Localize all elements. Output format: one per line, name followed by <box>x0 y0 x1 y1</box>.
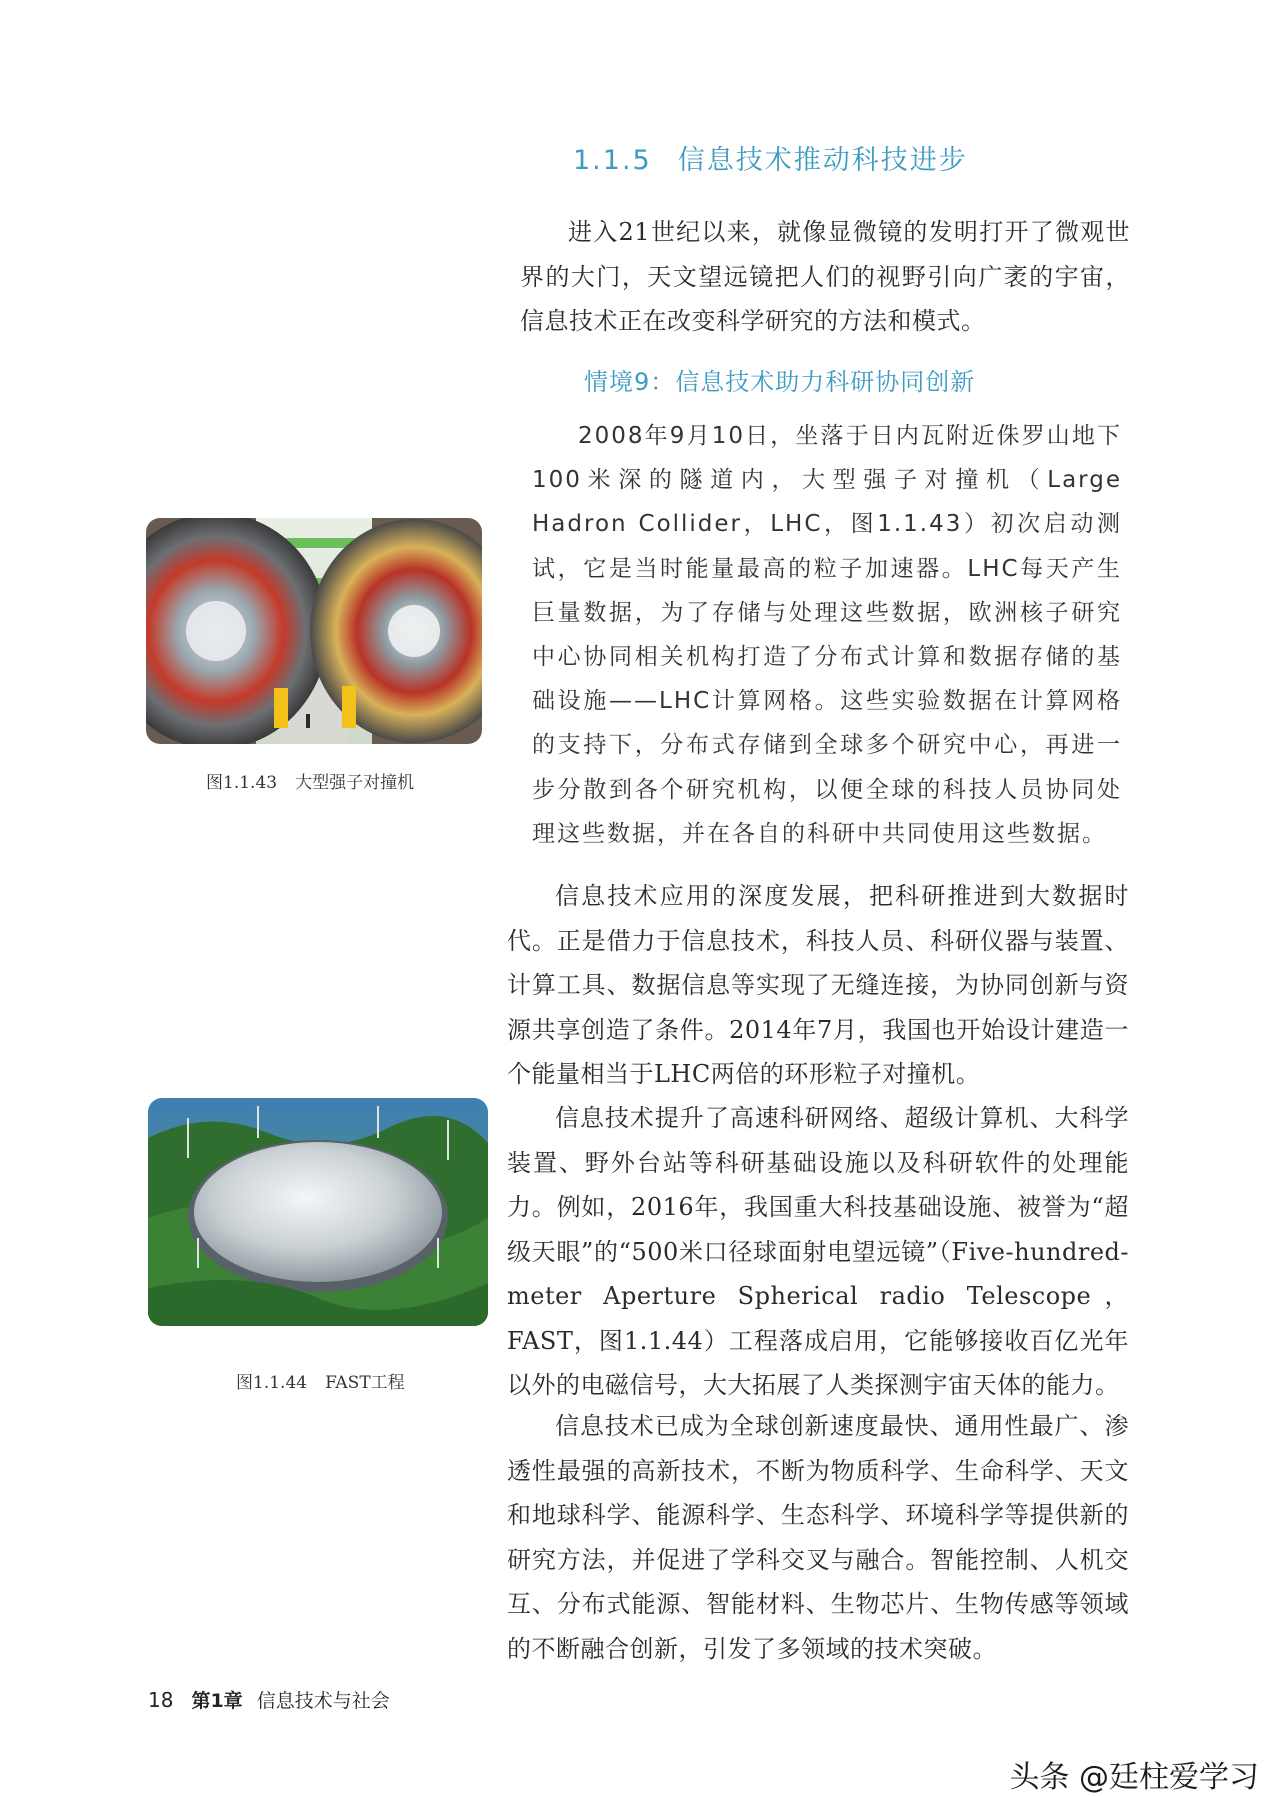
paragraph-2: 信息技术提升了高速科研网络、超级计算机、大科学装置、野外台站等科研基础设施以及科研软件的处理能力。例如，2016年，我国重大科技基础设施、被誉为“超级天眼”的“500米口径球面射电望远镜”（Five-hundred-meter Aperture Spherical radio Telescope，FAST，图1.1.44）工程落成启用，它能够接收百亿光年以外的电磁信号，大大拓展了人类探测宇宙天体的能力。 <box>507 1104 1129 1399</box>
scenario-title: 情境9：信息技术助力科研协同创新 <box>584 368 976 396</box>
chapter-title: 信息技术与社会 <box>256 1690 390 1712</box>
page-footer <box>148 1686 390 1713</box>
watermark: 头条 @廷柱爱学习 <box>1009 1760 1259 1795</box>
intro-paragraph: 进入21世纪以来，就像显微镜的发明打开了微观世界的大门，天文望远镜把人们的视野引向广袤的宇宙，信息技术正在改变科学研究的方法和模式。 <box>520 218 1130 335</box>
paragraph-3: 信息技术已成为全球创新速度最快、通用性最广、渗透性最强的高新技术，不断为物质科学、生命科学、天文和地球科学、能源科学、生态科学、环境科学等提供新的研究方法，并促进了学科交叉与融合。智能控制、人机交互、分布式能源、智能材料、生物芯片、生物传感等领域的不断融合创新，引发了多领域的技术突破。 <box>507 1412 1129 1663</box>
figure-1-1-44-caption <box>236 1368 405 1393</box>
section-title <box>573 138 968 177</box>
lhc-collider-photo <box>146 518 482 744</box>
section-heading: 信息技术推动科技进步 <box>677 145 968 176</box>
scenario-body: 2008年9月10日，坐落于日内瓦附近侏罗山地下100米深的隧道内，大型强子对撞机（Large Hadron Collider，LHC，图1.1.43）初次启动测试，它是当时能量最高的粒子加速器。LHC每天产生巨量数据，为了存储与处理这些数据，欧洲核子研究中心协同相关机构打造了分布式计算和数据存储的基础设施——LHC计算网格。这些实验数据在计算网格的支持下，分布式存储到全球多个研究中心，再进一步分散到各个研究机构，以便全球的科技人员协同处理这些数据，并在各自的科研中共同使用这些数据。 <box>532 423 1122 847</box>
figure-1-1-43-caption <box>206 768 414 793</box>
chapter-number: 第1章 <box>191 1690 243 1712</box>
figure-1-1-43-text: 大型强子对撞机 <box>295 773 415 793</box>
page-number: 18 <box>148 1688 174 1712</box>
figure-1-1-44-text: FAST工程 <box>325 1373 405 1393</box>
section-number: 1.1.5 <box>573 145 652 176</box>
paragraph-1: 信息技术应用的深度发展，把科研推进到大数据时代。正是借力于信息技术，科技人员、科研仪器与装置、计算工具、数据信息等实现了无缝连接，为协同创新与资源共享创造了条件。2014年7月，我国也开始设计建造一个能量相当于LHC两倍的环形粒子对撞机。 <box>507 882 1129 1088</box>
figure-1-1-43-id: 图1.1.43 <box>206 773 278 793</box>
fast-telescope-photo <box>148 1098 488 1326</box>
figure-1-1-44-id: 图1.1.44 <box>236 1373 308 1393</box>
